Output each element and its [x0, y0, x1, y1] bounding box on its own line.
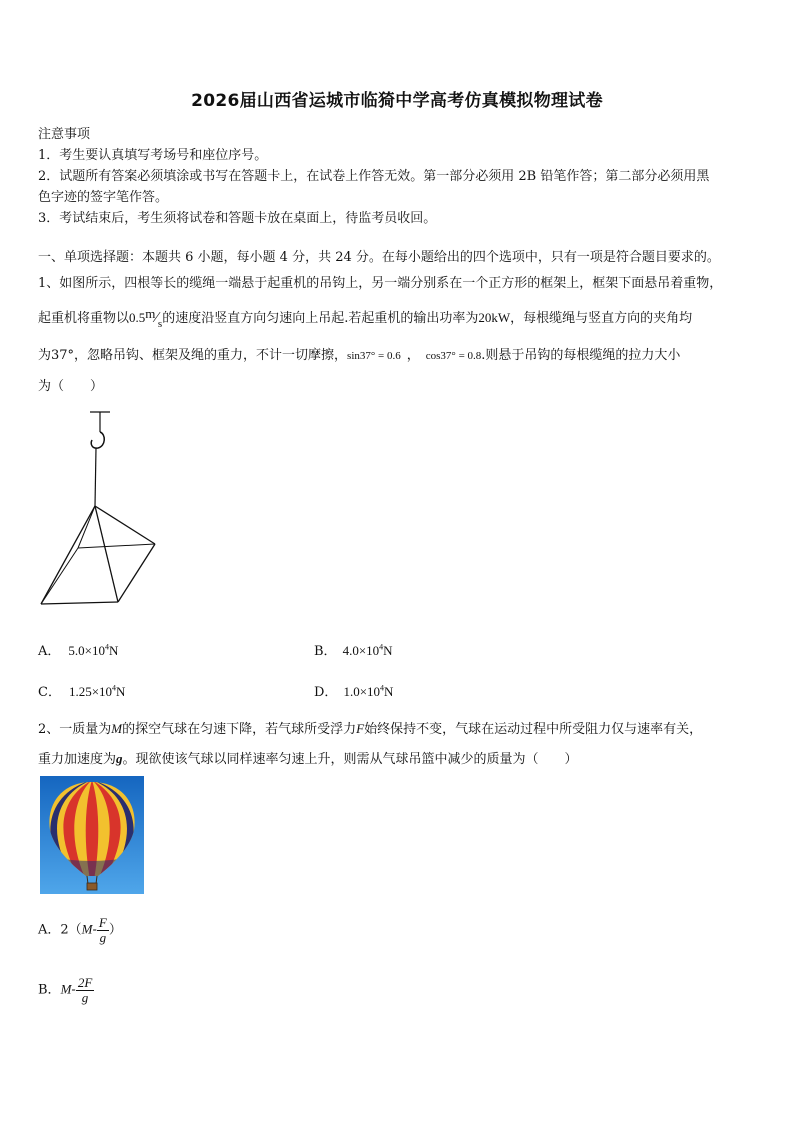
notice-item-3: 3．考试结束后，考生须将试卷和答题卡放在桌面上，待监考员收回。: [38, 211, 437, 226]
speed-unit-s: s: [157, 318, 163, 330]
cos-value: cos37° = 0.8: [425, 350, 482, 362]
notice-heading: 注意事项: [38, 127, 91, 142]
q2-line2: 重力加速度为g。现欲使该气球以同样速率匀速上升，则需从气球吊篮中减少的质量为（ ）: [38, 751, 578, 767]
q1-line4: 为（ ）: [38, 379, 104, 394]
q2-line1: 2、一质量为M的探空气球在匀速下降，若气球所受浮力F始终保持不变，气球在运动过程中所受阻力仅与速率有关，: [38, 721, 703, 737]
q1-line3: 为37°，忽略吊钩、框架及绳的重力，不计一切摩擦，sin37° = 0.6 ， cos37° = 0.8.则悬于吊钩的每根缆绳的拉力大小: [38, 348, 681, 363]
fraction-f-over-g: $\frac{F}{g}$: [98, 915, 107, 945]
q1-text-a: 起重机将重物以: [38, 311, 130, 326]
speed-unit-m: m: [145, 306, 156, 321]
notice-item-1: 1．考生要认真填写考场号和座位序号。: [38, 148, 268, 163]
q2-option-a[interactable]: A．2（M- $\frac{F}{g}$ ）: [38, 915, 122, 945]
gravity-symbol: g: [116, 751, 123, 766]
power-value: 20kW: [478, 310, 511, 325]
force-symbol: F: [356, 721, 365, 736]
notice-item-2: 2．试题所有答案必须填涂或书写在答题卡上，在试卷上作答无效。第一部分必须用 2B 铅笔作答；第二部分必须用黑: [38, 169, 710, 184]
section-heading: 一、单项选择题：本题共 6 小题，每小题 4 分，共 24 分。在每小题给出的四个选项中，只有一项是符合题目要求的。: [38, 250, 720, 265]
page-title: 2026届山西省运城市临猗中学高考仿真模拟物理试卷: [191, 91, 603, 111]
q1-line1: 1、如图所示，四根等长的缆绳一端悬于起重机的吊钩上，另一端分别系在一个正方形的框架上，框架下面悬吊着重物，: [38, 276, 723, 291]
q1-line2: 起重机将重物以$0.5m∕_s$的速度沿竖直方向匀速向上吊起.若起重机的输出功率为20kW，每根缆绳与竖直方向的夹角均: [38, 306, 693, 330]
hot-air-balloon-image: [40, 776, 144, 894]
sin-value: sin37° = 0.6: [347, 350, 401, 362]
q1-text-b: 的速度沿竖直方向匀速向上吊起.若起重机的输出功率为: [162, 311, 479, 326]
q1-text-e: .则悬于吊钩的每根缆绳的拉力大小: [481, 348, 681, 363]
mass-symbol: M: [111, 721, 123, 736]
q1-text-d: 为37°，忽略吊钩、框架及绳的重力，不计一切摩擦，: [38, 348, 348, 363]
q1-option-b[interactable]: B． $4.0\times 10^4N$: [314, 642, 393, 659]
notice-item-2-cont: 色字迹的签字笔作答。: [38, 190, 169, 205]
fraction-2f-over-g: $\frac{2F}{g}$: [77, 975, 93, 1005]
q1-option-d[interactable]: D． $1.0\times 10^4N$: [314, 683, 394, 700]
q1-option-a[interactable]: A． $5.0\times 10^4N$: [38, 642, 119, 659]
crane-hook-figure: [34, 408, 164, 613]
q1-text-c: ，每根缆绳与竖直方向的夹角均: [510, 311, 693, 326]
speed-value: 0.5: [129, 310, 146, 325]
q1-option-c[interactable]: C． $1.25\times 10^4N$: [38, 683, 126, 700]
q2-option-b[interactable]: B．M- $\frac{2F}{g}$: [38, 975, 93, 1005]
